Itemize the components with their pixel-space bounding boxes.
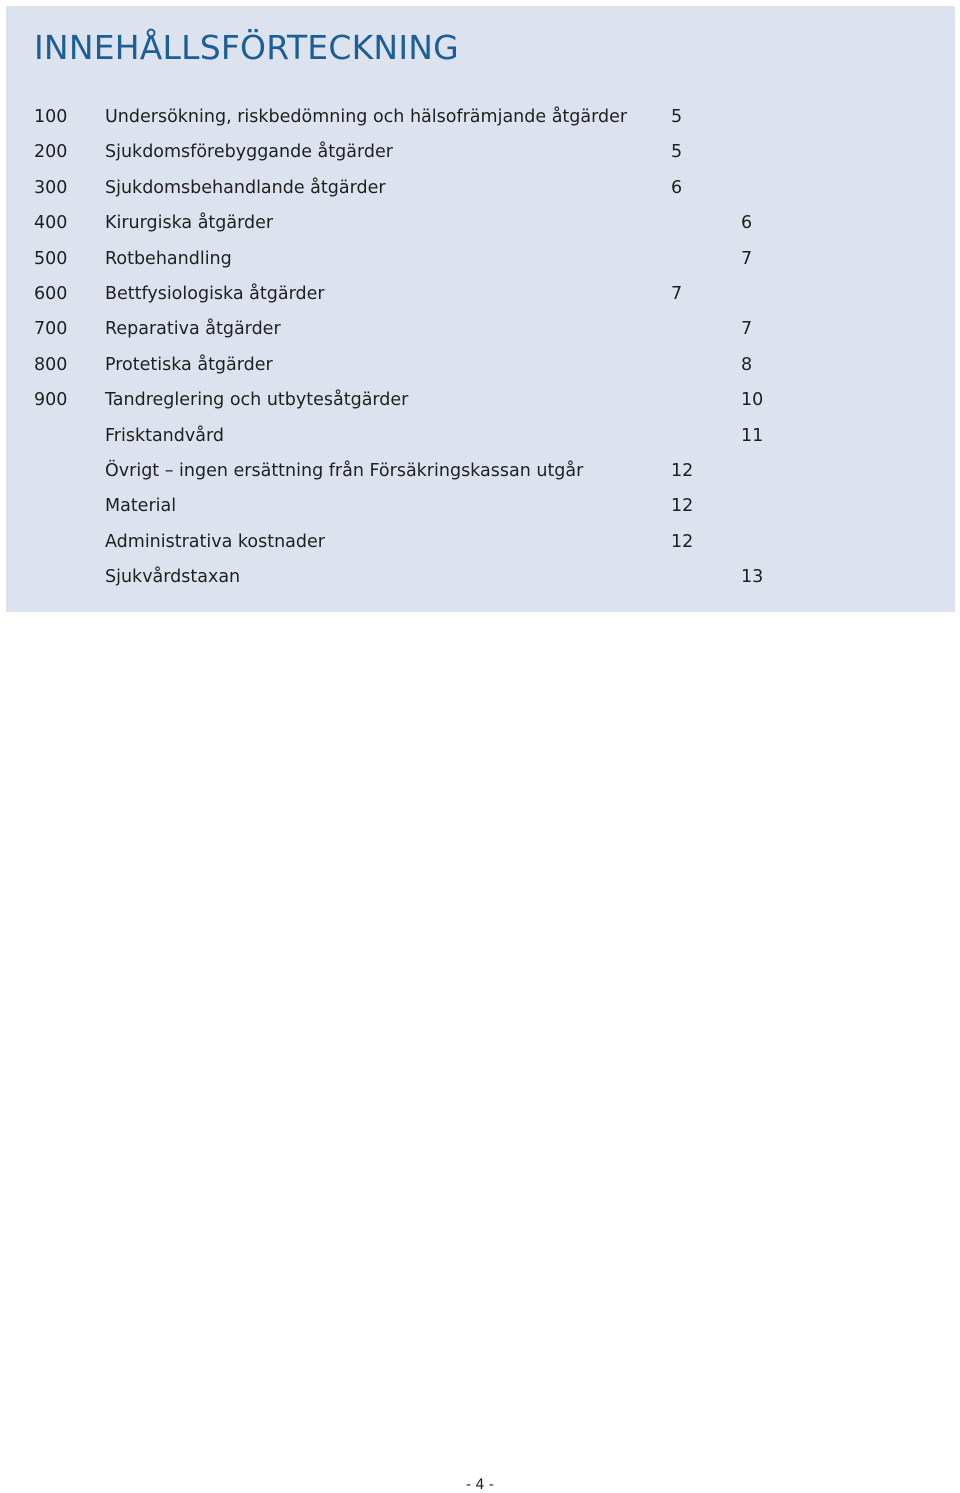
toc-entry-page: 6	[741, 213, 753, 234]
toc-entry-code: 300	[34, 177, 68, 198]
toc-entry-page: 12	[671, 531, 694, 552]
toc-title: INNEHÅLLSFÖRTECKNING	[34, 28, 459, 67]
toc-entry[interactable]	[6, 419, 955, 454]
toc-entry-code: 500	[34, 248, 68, 269]
toc-entry[interactable]	[6, 242, 955, 277]
toc-entry-page: 10	[741, 390, 764, 411]
toc-entry-page: 7	[671, 283, 683, 304]
toc-entry-code: 900	[34, 390, 68, 411]
toc-entry[interactable]	[6, 489, 955, 524]
toc-list	[6, 100, 955, 595]
toc-entry-label: Övrigt – ingen ersättning från Försäkringskassan utgår	[105, 460, 584, 481]
toc-entry-label: Kirurgiska åtgärder	[105, 213, 274, 234]
toc-entry-label: Sjukdomsförebyggande åtgärder	[105, 142, 393, 163]
toc-entry-page: 12	[671, 496, 694, 517]
toc-entry[interactable]	[6, 100, 955, 135]
toc-entry-label: Sjukdomsbehandlande åtgärder	[105, 177, 386, 198]
toc-entry-page: 7	[741, 319, 753, 340]
toc-entry[interactable]	[6, 348, 955, 383]
toc-entry-label: Tandreglering och utbytesåtgärder	[105, 390, 409, 411]
toc-entry-code: 800	[34, 354, 68, 375]
toc-entry[interactable]	[6, 312, 955, 347]
toc-entry-label: Sjukvårdstaxan	[105, 567, 241, 588]
toc-entry-page: 11	[741, 425, 764, 446]
toc-entry[interactable]	[6, 383, 955, 418]
toc-entry-code: 200	[34, 142, 68, 163]
toc-entry-page: 5	[671, 142, 683, 163]
toc-panel	[6, 6, 955, 612]
toc-entry-page: 8	[741, 354, 753, 375]
toc-entry-page: 6	[671, 177, 683, 198]
toc-entry[interactable]	[6, 560, 955, 595]
toc-entry-label: Administrativa kostnader	[105, 531, 325, 552]
toc-entry-label: Bettfysiologiska åtgärder	[105, 283, 325, 304]
toc-entry-code: 100	[34, 107, 68, 127]
toc-entry-code: 400	[34, 213, 68, 234]
toc-entry-code: 600	[34, 283, 68, 304]
toc-entry[interactable]	[6, 277, 955, 312]
toc-entry-label: Protetiska åtgärder	[105, 354, 273, 375]
toc-entry[interactable]	[6, 206, 955, 241]
toc-entry-label: Rotbehandling	[105, 248, 232, 269]
toc-entry-label: Frisktandvård	[105, 425, 224, 446]
toc-entry-page: 13	[741, 567, 764, 588]
toc-entry[interactable]	[6, 454, 955, 489]
page-number: - 4 -	[466, 1477, 494, 1493]
toc-entry-page: 12	[671, 460, 694, 481]
toc-entry-page: 7	[741, 248, 753, 269]
toc-entry[interactable]	[6, 135, 955, 170]
toc-entry-label: Material	[105, 496, 177, 517]
toc-entry[interactable]	[6, 525, 955, 560]
toc-entry-label: Reparativa åtgärder	[105, 319, 281, 340]
toc-entry-label: Undersökning, riskbedömning och hälsofrämjande åtgärder	[105, 107, 628, 127]
toc-entry-code: 700	[34, 319, 68, 340]
toc-entry[interactable]	[6, 171, 955, 206]
toc-entry-page: 5	[671, 107, 683, 127]
